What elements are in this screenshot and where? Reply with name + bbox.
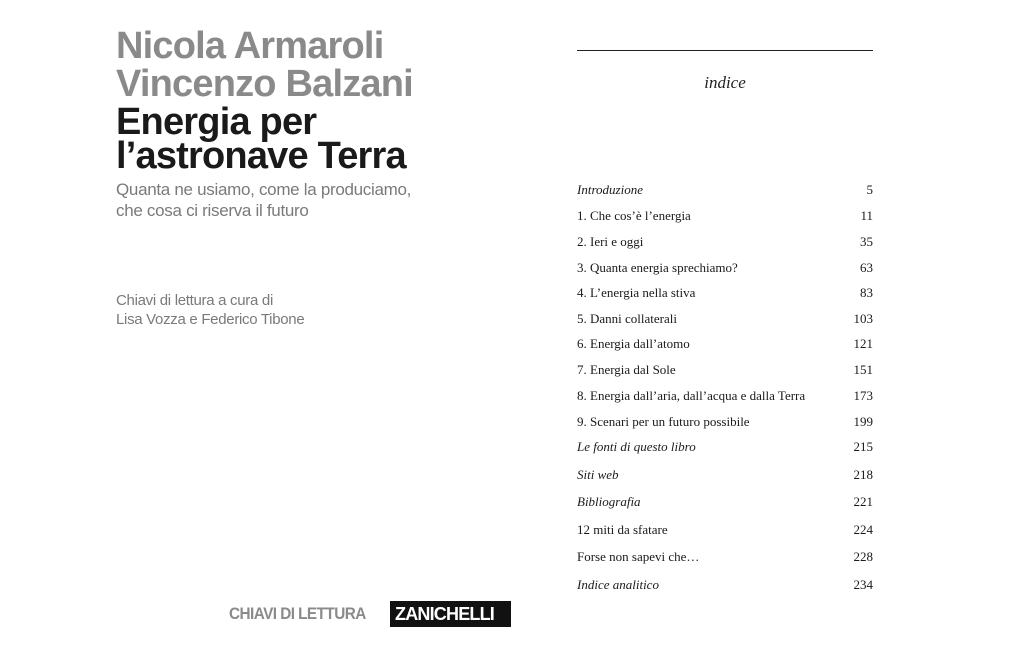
toc-entry-label: 12 miti da sfatare: [577, 522, 668, 537]
toc-entry[interactable]: [577, 386, 873, 406]
book-title: l’astronave Terra: [116, 135, 406, 177]
toc-entry-page: 228: [853, 549, 873, 564]
toc-entry[interactable]: [577, 232, 873, 252]
toc-entry-label: Forse non sapevi che…: [577, 549, 700, 564]
toc-entry[interactable]: [577, 283, 873, 303]
toc-entry-page: 11: [860, 208, 873, 223]
toc-entry[interactable]: [577, 309, 873, 329]
toc-entry[interactable]: [577, 547, 873, 567]
toc-entry-page: 63: [860, 260, 873, 275]
toc-entry[interactable]: [577, 465, 873, 485]
book-title: Energia per: [116, 101, 317, 143]
toc-entry-label: 6. Energia dall’atomo: [577, 336, 690, 351]
toc-entry-label: 9. Scenari per un futuro possibile: [577, 414, 750, 429]
toc-entry-label: 4. L’energia nella stiva: [577, 285, 696, 300]
toc-entry-label: 8. Energia dall’aria, dall’acqua e dalla Terra: [577, 388, 806, 403]
toc-entry-label: Indice analitico: [577, 577, 659, 592]
toc-entry[interactable]: [577, 334, 873, 354]
toc-entry-page: 221: [853, 494, 873, 509]
toc-entry-label: 5. Danni collaterali: [577, 311, 677, 326]
toc-entry[interactable]: [577, 412, 873, 432]
publisher-logo: ZANICHELLI: [390, 601, 511, 627]
toc-entry[interactable]: [577, 437, 873, 457]
toc-entry-page: 151: [853, 362, 873, 377]
toc-entry-page: 234: [853, 577, 873, 592]
toc-entry[interactable]: [577, 206, 873, 226]
toc-entry[interactable]: [577, 492, 873, 512]
toc-entry-label: Le fonti di questo libro: [577, 439, 696, 454]
toc-entry[interactable]: [577, 360, 873, 380]
index-heading: indice: [704, 73, 746, 92]
toc-entry-label: 2. Ieri e oggi: [577, 234, 644, 249]
toc-entry-page: 5: [866, 182, 873, 197]
toc-entry[interactable]: [577, 258, 873, 278]
toc-entry-label: Bibliografia: [577, 494, 641, 509]
toc-entry-label: Siti web: [577, 467, 619, 482]
series-name: CHIAVI DI LETTURA: [229, 604, 366, 623]
toc-entry-page: 173: [853, 388, 873, 403]
toc-entry-page: 224: [853, 522, 873, 537]
author-name: Vincenzo Balzani: [116, 63, 413, 105]
curators-names: Lisa Vozza e Federico Tibone: [116, 311, 305, 328]
toc-entry-label: 7. Energia dal Sole: [577, 362, 676, 377]
toc-entry[interactable]: [577, 180, 873, 200]
book-subtitle: che cosa ci riserva il futuro: [116, 201, 309, 220]
toc-entry-page: 215: [853, 439, 873, 454]
toc-entry-label: 3. Quanta energia sprechiamo?: [577, 260, 738, 275]
table-of-contents: [577, 0, 873, 651]
toc-entry[interactable]: [577, 575, 873, 595]
toc-entry-page: 121: [853, 336, 873, 351]
book-subtitle: Quanta ne usiamo, come la produciamo,: [116, 180, 412, 199]
author-name: Nicola Armaroli: [116, 25, 384, 67]
toc-entry-page: 218: [853, 467, 873, 482]
toc-entry-page: 83: [860, 285, 873, 300]
divider: [577, 50, 873, 51]
toc-entry-page: 103: [853, 311, 873, 326]
toc-entry-label: 1. Che cos’è l’energia: [577, 208, 691, 223]
toc-entry-page: 199: [853, 414, 873, 429]
toc-entry-label: Introduzione: [577, 182, 643, 197]
curators-label: Chiavi di lettura a cura di: [116, 292, 273, 309]
toc-entry[interactable]: [577, 520, 873, 540]
toc-entry-page: 35: [860, 234, 873, 249]
